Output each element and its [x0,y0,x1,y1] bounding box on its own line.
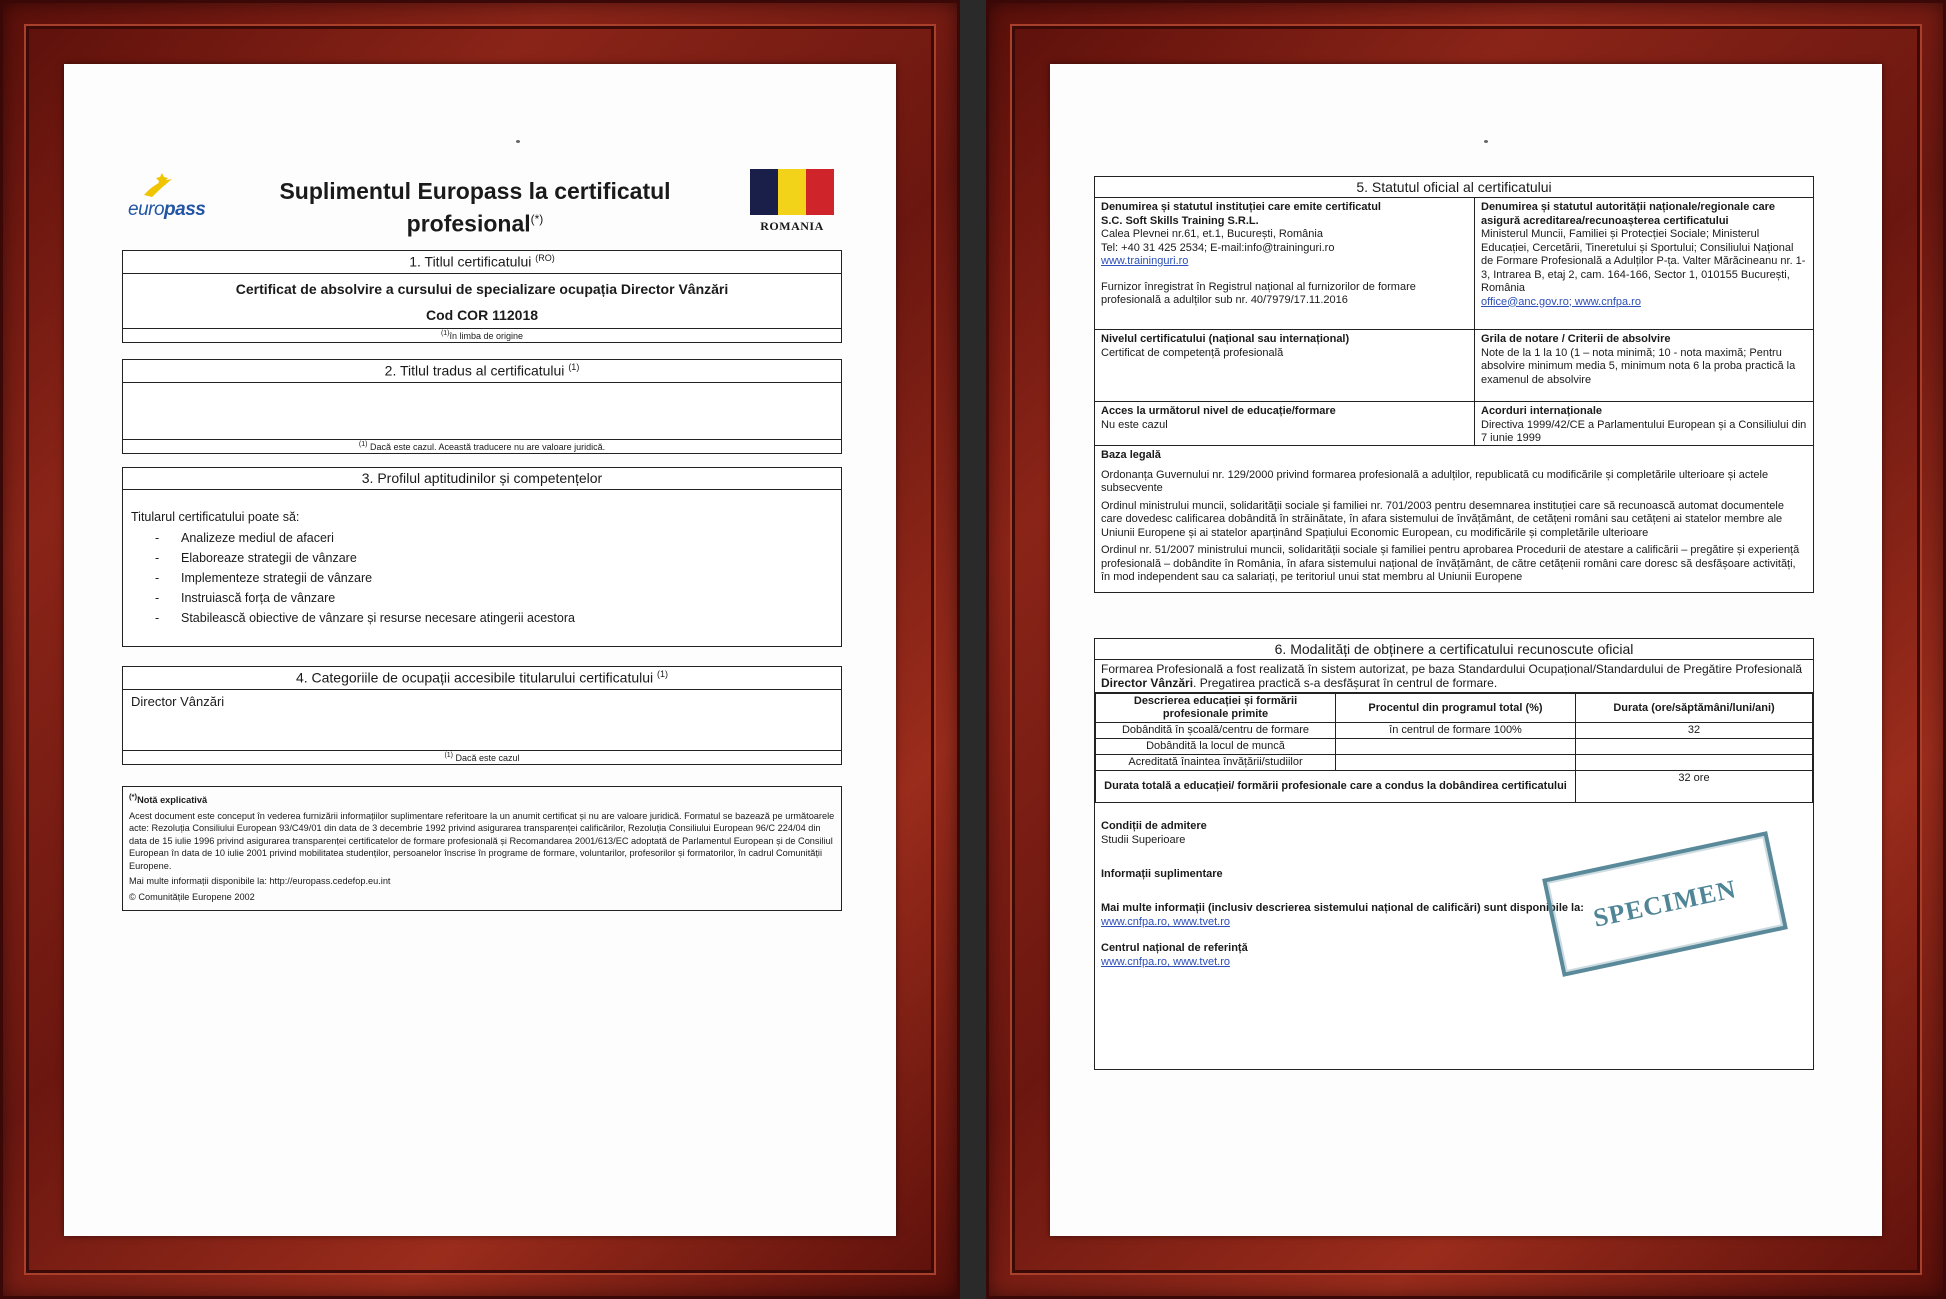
total-label: Durata totală a educației/ formării profesionale care a condus la dobândirea certificatului [1096,771,1576,803]
more-info-links[interactable]: www.cnfpa.ro, www.tvet.ro [1101,916,1230,928]
section-5-head: 5. Statutul oficial al certificatului [1095,177,1813,198]
note-title: (*)Notă explicativă [129,792,208,806]
left-frame [0,0,960,1299]
list-item: - Implementeze strategii de vânzare [131,568,833,588]
flag-label: ROMANIA [760,219,824,233]
table-cell [1576,755,1813,771]
section-6-head: 6. Modalități de obținere a certificatului recunoscute oficial [1095,639,1813,660]
certificate-title: Certificat de absolvire a cursului de specializare ocupația Director Vânzări [235,280,729,297]
table-cell: Dobândită la locul de muncă [1096,739,1336,755]
right-paper [1050,64,1882,1236]
section-2-head: 2. Titlul tradus al certificatului $^{(1)}$ [123,360,841,383]
document-title: Suplimentul Europass la certificatul profesional(*) [279,178,671,237]
list-item: - Elaboreaze strategii de vânzare [131,548,833,568]
section-6-intro: Formarea Profesională a fost realizată în sistem autorizat, pe baza Standardului Ocupațional/Standardului de Pregătire Profesională Director Vânzări. Pregatirea practică s-a desfășurat în centrul de formare. [1095,660,1813,693]
authority-label: Denumirea și statutul autorității naționale/regionale care asigură acreditarea/recunoașterea certificatului [1481,201,1776,227]
legal-basis [1095,446,1813,592]
table-cell: 32 [1576,723,1813,739]
legal-paragraph: Ordonanța Guvernului nr. 129/2000 privind formarea profesională a adulților, republicată cu modificările și completările ulterioare și actele subsecvente [1101,468,1769,494]
agreements-cell [1475,402,1813,446]
reference-center-links[interactable]: www.cnfpa.ro, www.tvet.ro [1101,956,1230,968]
grading-label: Grila de notare / Criterii de absolvire [1481,333,1671,345]
right-frame [986,0,1946,1299]
issuer-label: Denumirea și statutul instituției care emite certificatul [1101,201,1381,213]
training-table [1095,693,1813,803]
section-1-title [122,250,842,343]
table-row [1096,723,1813,739]
europass-star-icon [142,173,182,201]
cor-code: Cod COR 112018 [425,306,539,323]
table-cell [1336,755,1576,771]
note-link: Mai multe informații disponibile la: http://europass.cedefop.eu.int [129,876,391,887]
flag-stripe-yellow [778,169,806,215]
section-2-empty [123,383,841,439]
extra-info-label: Informații suplimentare [1101,868,1223,880]
agreements-value: Directiva 1999/42/CE a Parlamentului European și a Consiliului din 7 iunie 1999 [1481,418,1807,444]
table-cell: Acreditată înaintea învățării/studiilor [1096,755,1336,771]
access-cell [1095,402,1475,446]
europass-logo [120,169,220,229]
table-row [1096,771,1813,803]
level-value: Certificat de competență profesională [1101,346,1284,359]
issuer-contact: Tel: +40 31 425 2534; E-mail:info@traininguri.ro [1101,241,1335,254]
issuer-cell [1095,198,1475,330]
table-row [1096,755,1813,771]
table-cell: Dobândită în școală/centru de formare [1096,723,1336,739]
section-3-head: 3. Profilul aptitudinilor și competențelor [123,468,841,490]
section-4-head: 4. Categoriile de ocupații accesibile titularului certificatului $^{(1)}$ [123,667,841,690]
col-description: Descrierea educației și formării profesionale primite [1096,694,1336,723]
agreements-label: Acorduri internaționale [1481,405,1603,417]
authority-text: Ministerul Muncii, Familiei și Protecției Sociale; Ministerul Educației, Cercetării, Tineretului și Sportului; Consiliului Național de Formare Profesională a Adulților P-ța. Valter Mărăcineanu nr. 1-3, Intrarea B, etaj 2, cam. 164-166, Sector 1, 010155 București, România [1481,228,1806,294]
section-5-status [1094,176,1814,593]
note-copyright: © Comunitățile Europene 2002 [129,891,255,902]
section-2-translated-title [122,359,842,454]
level-label: Nivelul certificatului (național sau internațional) [1101,333,1350,345]
logo-text: europass [128,199,206,220]
grading-value: Note de la 1 la 10 (1 – nota minimă; 10 - nota maximă; Pentru absolvire minimum media 5, minimum nota 6 la proba practică la examenul de absolvire [1481,346,1796,386]
legal-paragraph: Ordinul ministrului muncii, solidarității sociale și familiei nr. 701/2003 pentru desemnarea instituției care să recunoască automat documentele care dovedesc calificarea dobândită în străinătate, în afara sistemului de învățământ, de cetățeni români sau cetățeni ai statelor membre ale Uniunii Europene și ai statelor aparținând Spațiului Economic European, cu modificările și completările ulterioare [1101,499,1784,539]
flag-stripe-red [806,169,834,215]
legal-label: Baza legală [1101,449,1161,461]
table-cell [1336,739,1576,755]
skills-intro: Titularul certificatului poate să: [131,510,300,524]
section-1-foot: $^{(1)}$în limba de origine [123,328,841,342]
explanatory-note [122,786,842,911]
table-cell: în centrul de formare 100% [1336,723,1576,739]
skills-list [131,528,833,628]
list-item: - Instruiască forța de vânzare [131,588,833,608]
section-1-head: 1. Titlul certificatului $^{(RO)}$ [123,251,841,274]
authority-links[interactable]: office@anc.gov.ro; www.cnfpa.ro [1481,295,1641,308]
section-4-occupations [122,666,842,765]
issuer-name: S.C. Soft Skills Training S.R.L. [1101,214,1259,227]
document-header [120,169,850,249]
reference-center-label: Centrul național de referință [1101,942,1248,954]
level-cell [1095,330,1475,402]
flag-stripe-blue [750,169,778,215]
col-duration: Durata (ore/săptămâni/luni/ani) [1576,694,1813,723]
issuer-website-link[interactable]: www.traininguri.ro [1101,255,1189,267]
table-row [1096,739,1813,755]
list-item: - Analizeze mediul de afaceri [131,528,833,548]
note-text: Acest document este conceput în vederea furnizării informațiilor suplimentare referitoare la un anumit certificat și nu are valoare juridică. Formatul se bazează pe următoarele acte: Rezoluția Consiliului European 93/C49/01 din data de 3 decembrie 1992 privind asigurarea transparenței calificărilor, Rezoluția Consiliului European 96/C 224/04 din data de 15 iulie 1996 privind asigurarea transparenței certificatelor de formare profesională și Recomandarea 2001/613/EC adoptată de Parlamentul European și de Consiliul European în data de 10 iulie 2001 privind mobilitatea studenților, persoanelor înscrise în programe de formare, voluntarilor, profesorilor și formatorilor, în cadrul Comunității Europene. [129,810,835,871]
left-paper [64,64,896,1236]
authority-cell [1475,198,1813,330]
col-percent: Procentul din programul total (%) [1336,694,1576,723]
access-label: Acces la următorul nivel de educație/formare [1101,405,1336,417]
admission-label: Condiții de admitere [1101,820,1207,832]
section-2-foot: $^{(1)}$ Dacă este cazul. Această traducere nu are valoare juridică. [123,439,841,453]
occupation-value: Director Vânzări [131,693,225,709]
issuer-address: Calea Plevnei nr.61, et.1, București, România [1101,228,1323,240]
section-3-skills [122,467,842,647]
access-value: Nu este cazul [1101,418,1168,431]
admission-value: Studii Superioare [1101,834,1186,846]
total-value: 32 ore [1576,771,1813,803]
romania-flag [750,169,834,215]
section-4-foot: $^{(1)}$ Dacă este cazul [123,750,841,764]
legal-paragraph: Ordinul nr. 51/2007 ministrului muncii, solidarității sociale și familiei pentru aprobarea Procedurii de atestare a calificării – pregătire și experiență profesională – dobândite în România, în afara sistemului național de învățământ, de către cetățenii români care doresc să desfășoare activități, în mod independent sau ca salariați, pe teritoriul unui stat membru al Uniunii Europene [1101,544,1800,583]
grading-cell [1475,330,1813,402]
table-cell [1576,739,1813,755]
list-item: - Stabilească obiective de vânzare și resurse necesare atingerii acestora [131,608,833,628]
issuer-registration: Furnizor înregistrat în Registrul național al furnizorilor de formare profesională a adulților sub nr. 40/7979/17.11.2016 [1101,280,1416,306]
more-info-label: Mai multe informații (inclusiv descrierea sistemului național de calificări) sunt disponibile la: [1101,902,1584,914]
stamp-text: SPECIMEN [1590,874,1739,933]
